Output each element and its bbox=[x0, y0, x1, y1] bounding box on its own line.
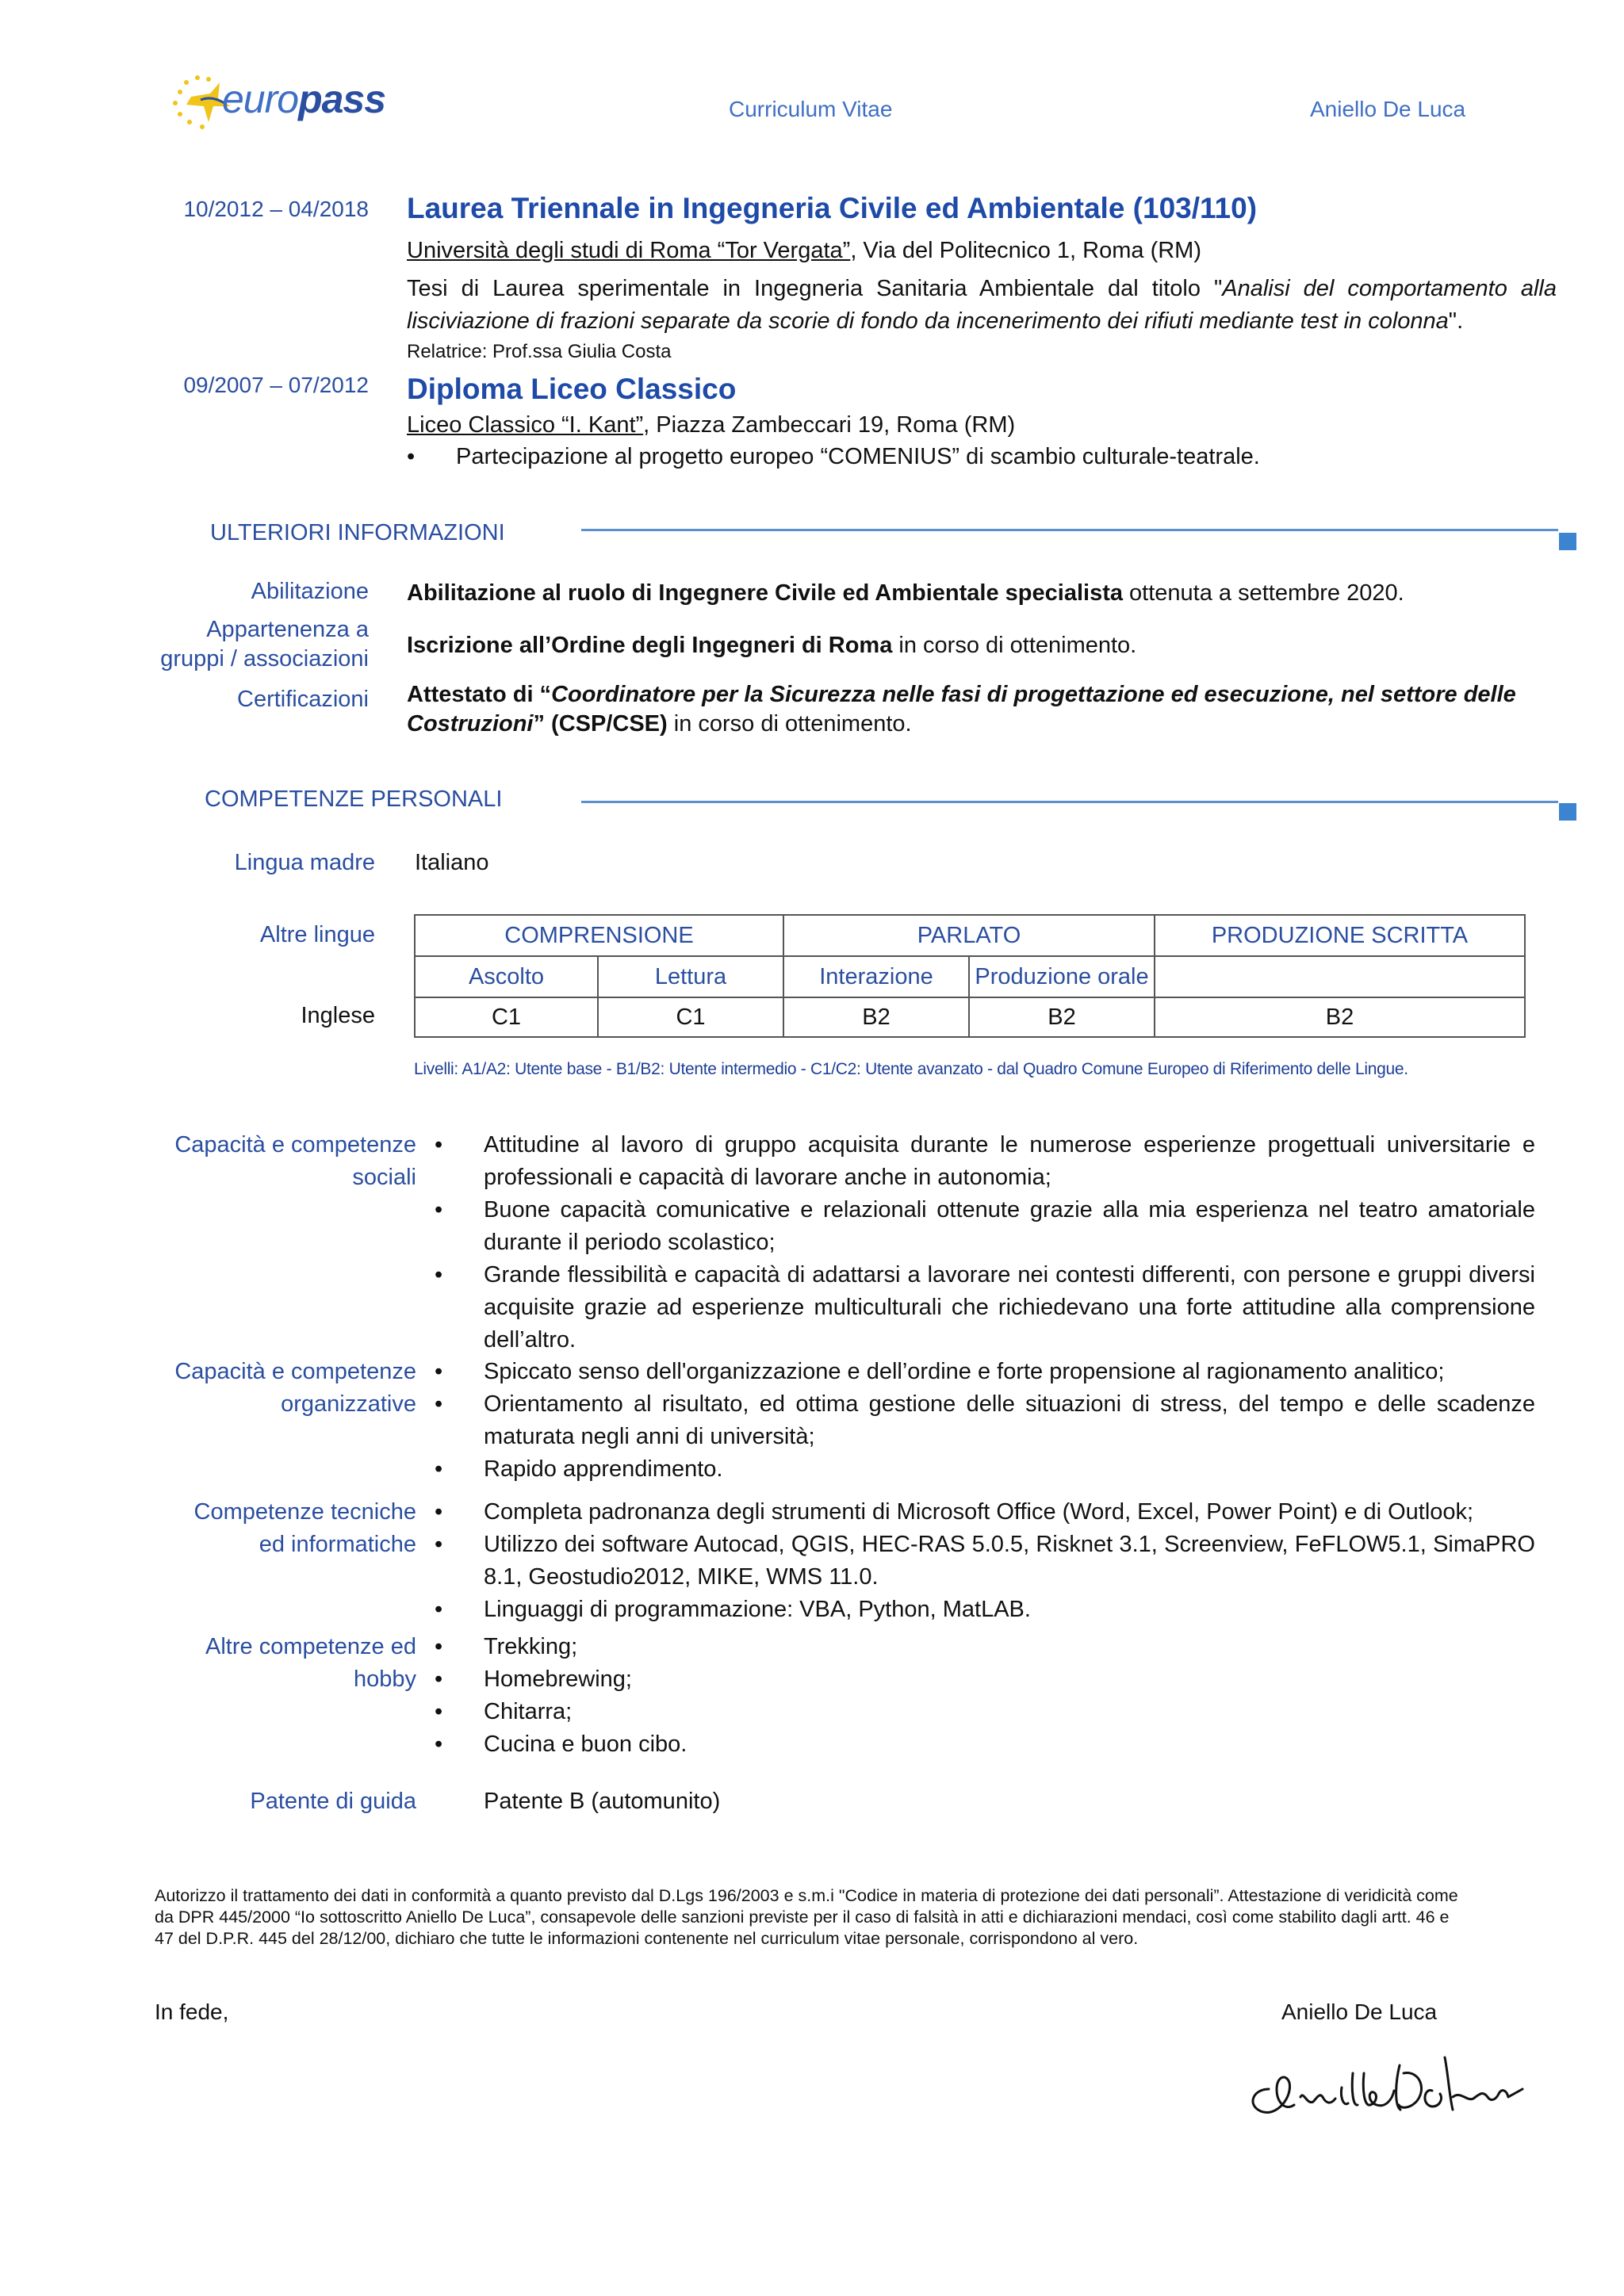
list-item bbox=[427, 1631, 1535, 1663]
hobby-label bbox=[119, 1631, 416, 1696]
doc-title: Curriculum Vitae bbox=[729, 97, 893, 121]
info-bold: Abilitazione al ruolo di Ingegnere Civile ed Ambientale specialista bbox=[407, 580, 1123, 606]
mother-tongue-label: Lingua madre bbox=[234, 850, 375, 875]
list-item bbox=[427, 1496, 1535, 1529]
list-item bbox=[427, 1728, 1535, 1761]
bullet-glyph: • bbox=[435, 1499, 443, 1525]
label-line-2: hobby bbox=[353, 1667, 416, 1692]
europass-wordmark bbox=[222, 76, 385, 122]
section-title-skills: COMPETENZE PERSONALI bbox=[205, 786, 503, 812]
level-interazione: B2 bbox=[783, 997, 969, 1037]
bullet-glyph: • bbox=[435, 1732, 443, 1757]
levels-note: Livelli: A1/A2: Utente base - B1/B2: Utente intermedio - C1/C2: Utente avanzato - dal Quadro Comune Europeo di Riferimento delle Lingue. bbox=[414, 1060, 1408, 1078]
section-marker bbox=[1559, 533, 1576, 550]
info-rest: ottenuta a settembre 2020. bbox=[1122, 580, 1404, 606]
social-skills-list bbox=[427, 1129, 1535, 1357]
bullet-glyph: • bbox=[435, 1634, 443, 1659]
hobby-list bbox=[427, 1631, 1535, 1761]
list-item bbox=[427, 1388, 1535, 1453]
privacy-statement: Autorizzo il trattamento dei dati in conformità a quanto previsto dal D.Lgs 196/2003 e s.m.i "Codice in materia di protezione dei dati personali”. Attestazione di veridicità come da DPR 445/2000 “Io sottoscritto Aniello De Luca”, consapevole delle sanzioni previste per il caso di falsità in atti e dichiarazioni mendaci, così come stabilito dagli artt. 46 e 47 del D.P.R. 445 del 28/12/00, dichiaro che tutte le informazioni contenente nel curriculum vitae personale, corrispondono al vero. bbox=[155, 1886, 1458, 1948]
thesis-prefix: Tesi di Laurea sperimentale in Ingegneria Sanitaria Ambientale dal titolo " bbox=[407, 276, 1223, 301]
section-rule bbox=[581, 801, 1558, 803]
label-line-2: gruppi / associazioni bbox=[160, 646, 369, 672]
license-value: Patente B (automunito) bbox=[484, 1789, 721, 1814]
item-text: Completa padronanza degli strumenti di Microsoft Office (Word, Excel, Power Point) e di Outlook; bbox=[484, 1499, 1474, 1525]
bullet-glyph: • bbox=[435, 1262, 443, 1288]
info-label-appartenenza bbox=[119, 615, 369, 674]
bullet-glyph: • bbox=[407, 444, 416, 469]
list-item bbox=[427, 1356, 1535, 1388]
education-title-2: Diploma Liceo Classico bbox=[407, 373, 737, 405]
bullet-glyph: • bbox=[435, 1197, 443, 1223]
item-text: Utilizzo dei software Autocad, QGIS, HEC-RAS 5.0.5, Risknet 3.1, Screenview, FeFLOW5.1, SimaPRO 8.1, Geostudio2012, MIKE, WMS 11.0. bbox=[484, 1532, 1535, 1590]
subheader-ascolto: Ascolto bbox=[415, 956, 598, 997]
info-value-certificazioni bbox=[407, 680, 1557, 739]
info-value-abilitazione bbox=[407, 579, 1557, 608]
closing-text: In fede, bbox=[155, 1999, 229, 2024]
info-value-appartenenza bbox=[407, 631, 1557, 660]
list-item bbox=[427, 1594, 1535, 1626]
tech-skills-list bbox=[427, 1496, 1535, 1626]
institution-address: , Piazza Zambeccari 19, Roma (RM) bbox=[643, 412, 1016, 438]
bullet-glyph: • bbox=[435, 1391, 443, 1417]
bullet-text: Partecipazione al progetto europeo “COMENIUS” di scambio culturale-teatrale. bbox=[456, 444, 1260, 469]
org-skills-label bbox=[119, 1356, 416, 1421]
info-rest: in corso di ottenimento. bbox=[667, 711, 912, 737]
list-item bbox=[427, 1194, 1535, 1259]
label-line-2: organizzative bbox=[281, 1391, 416, 1417]
education-institution-1 bbox=[407, 235, 1557, 267]
item-text: Homebrewing; bbox=[484, 1667, 632, 1692]
subheader-empty bbox=[1155, 956, 1525, 997]
item-text: Trekking; bbox=[484, 1634, 578, 1659]
item-text: Spiccato senso dell'organizzazione e dell’ordine e forte propensione al ragionamento analitico; bbox=[484, 1359, 1445, 1384]
header-comprensione: COMPRENSIONE bbox=[415, 915, 783, 956]
info-label-abilitazione: Abilitazione bbox=[251, 579, 369, 604]
bullet-glyph: • bbox=[435, 1667, 443, 1692]
education-date-1: 10/2012 – 04/2018 bbox=[183, 197, 369, 221]
thesis-title: Analisi del comportamento alla lisciviazione di frazioni separate da scorie di fondo da incenerimento dei rifiuti mediante test in colonna bbox=[407, 276, 1557, 334]
org-skills-list bbox=[427, 1356, 1535, 1486]
item-text: Cucina e buon cibo. bbox=[484, 1732, 688, 1757]
table-row bbox=[415, 956, 1525, 997]
institution-name: Università degli studi di Roma “Tor Vergata” bbox=[407, 238, 851, 263]
list-item bbox=[427, 1453, 1535, 1486]
item-text: Buone capacità comunicative e relazionali ottenute grazie alla mia esperienza nel teatro amatoriale durante il periodo scolastico; bbox=[484, 1197, 1535, 1255]
info-bold: Attestato di “ bbox=[407, 682, 552, 707]
table-row bbox=[415, 997, 1525, 1037]
info-bold-italic: Coordinatore per la Sicurezza nelle fasi di progettazione ed esecuzione, nel settore delle Costruzioni bbox=[407, 682, 1516, 737]
logo-euro: euro bbox=[222, 77, 299, 121]
list-item bbox=[427, 1259, 1535, 1357]
label-line-2: sociali bbox=[352, 1165, 416, 1190]
list-item bbox=[427, 1529, 1535, 1594]
bullet-glyph: • bbox=[435, 1132, 443, 1158]
item-text: Orientamento al risultato, ed ottima gestione delle situazioni di stress, del tempo e delle scadenze maturata negli anni di università; bbox=[484, 1391, 1535, 1449]
social-skills-label bbox=[119, 1129, 416, 1194]
signer-name: Aniello De Luca bbox=[1281, 1999, 1438, 2024]
bullet-glyph: • bbox=[435, 1597, 443, 1622]
item-text: Linguaggi di programmazione: VBA, Python, MatLAB. bbox=[484, 1597, 1031, 1622]
header-parlato: PARLATO bbox=[783, 915, 1155, 956]
label-line-1: Competenze tecniche bbox=[193, 1499, 416, 1525]
list-item bbox=[427, 1663, 1535, 1696]
language-table bbox=[414, 914, 1526, 1038]
header-name: Aniello De Luca bbox=[1310, 97, 1466, 121]
level-lettura: C1 bbox=[598, 997, 783, 1037]
section-rule bbox=[581, 529, 1558, 531]
info-bold: ” (CSP/CSE) bbox=[533, 711, 668, 737]
info-bold: Iscrizione all’Ordine degli Ingegneri di Roma bbox=[407, 633, 893, 658]
level-produzione-orale: B2 bbox=[969, 997, 1155, 1037]
other-languages-label: Altre lingue bbox=[259, 922, 375, 947]
label-line-1: Altre competenze ed bbox=[205, 1634, 416, 1659]
signature-icon bbox=[1237, 2042, 1530, 2129]
bullet-glyph: • bbox=[435, 1532, 443, 1557]
level-ascolto: C1 bbox=[415, 997, 598, 1037]
section-marker bbox=[1559, 803, 1576, 821]
level-produzione-scritta: B2 bbox=[1155, 997, 1525, 1037]
header-produzione-scritta: PRODUZIONE SCRITTA bbox=[1155, 915, 1525, 956]
bullet-glyph: • bbox=[435, 1359, 443, 1384]
item-text: Chitarra; bbox=[484, 1699, 573, 1724]
institution-address: , Via del Politecnico 1, Roma (RM) bbox=[850, 238, 1202, 263]
subheader-interazione: Interazione bbox=[783, 956, 969, 997]
thesis-description bbox=[407, 273, 1557, 338]
info-label-certificazioni: Certificazioni bbox=[237, 687, 369, 712]
thesis-suffix: ". bbox=[1448, 308, 1464, 334]
item-text: Grande flessibilità e capacità di adattarsi a lavorare nei contesti differenti, con persone e gruppi diversi acquisite grazie ad esperienze multiculturali che richiedevano una forte attitudine alla comprensione dell’altro. bbox=[484, 1262, 1535, 1353]
education-date-2: 09/2007 – 07/2012 bbox=[183, 373, 369, 397]
item-text: Rapido apprendimento. bbox=[484, 1456, 723, 1482]
list-item bbox=[427, 1696, 1535, 1728]
education-institution-2 bbox=[407, 409, 1557, 442]
subheader-lettura: Lettura bbox=[598, 956, 783, 997]
bullet-glyph: • bbox=[435, 1456, 443, 1482]
bullet-glyph: • bbox=[435, 1699, 443, 1724]
table-row bbox=[415, 915, 1525, 956]
license-label: Patente di guida bbox=[250, 1789, 416, 1814]
tech-skills-label bbox=[119, 1496, 416, 1561]
label-line-1: Appartenenza a bbox=[206, 617, 369, 642]
subheader-produzione-orale: Produzione orale bbox=[969, 956, 1155, 997]
section-title-info: ULTERIORI INFORMAZIONI bbox=[210, 520, 505, 545]
logo-pass: pass bbox=[298, 77, 386, 121]
education-bullet bbox=[407, 441, 1557, 473]
list-item bbox=[427, 1129, 1535, 1194]
label-line-1: Capacità e competenze bbox=[174, 1359, 416, 1384]
label-line-2: ed informatiche bbox=[259, 1532, 416, 1557]
info-rest: in corso di ottenimento. bbox=[892, 633, 1137, 658]
label-line-1: Capacità e competenze bbox=[174, 1132, 416, 1158]
item-text: Attitudine al lavoro di gruppo acquisita durante le numerose esperienze progettuali universitarie e professionali e capacità di lavorare anche in autonomia; bbox=[484, 1132, 1535, 1190]
institution-name: Liceo Classico “I. Kant” bbox=[407, 412, 644, 438]
language-name: Inglese bbox=[301, 1003, 375, 1028]
handwritten-signature bbox=[1237, 2042, 1530, 2129]
thesis-advisor: Relatrice: Prof.ssa Giulia Costa bbox=[407, 341, 672, 362]
mother-tongue-value: Italiano bbox=[415, 850, 489, 875]
education-title-1: Laurea Triennale in Ingegneria Civile ed Ambientale (103/110) bbox=[407, 192, 1258, 224]
